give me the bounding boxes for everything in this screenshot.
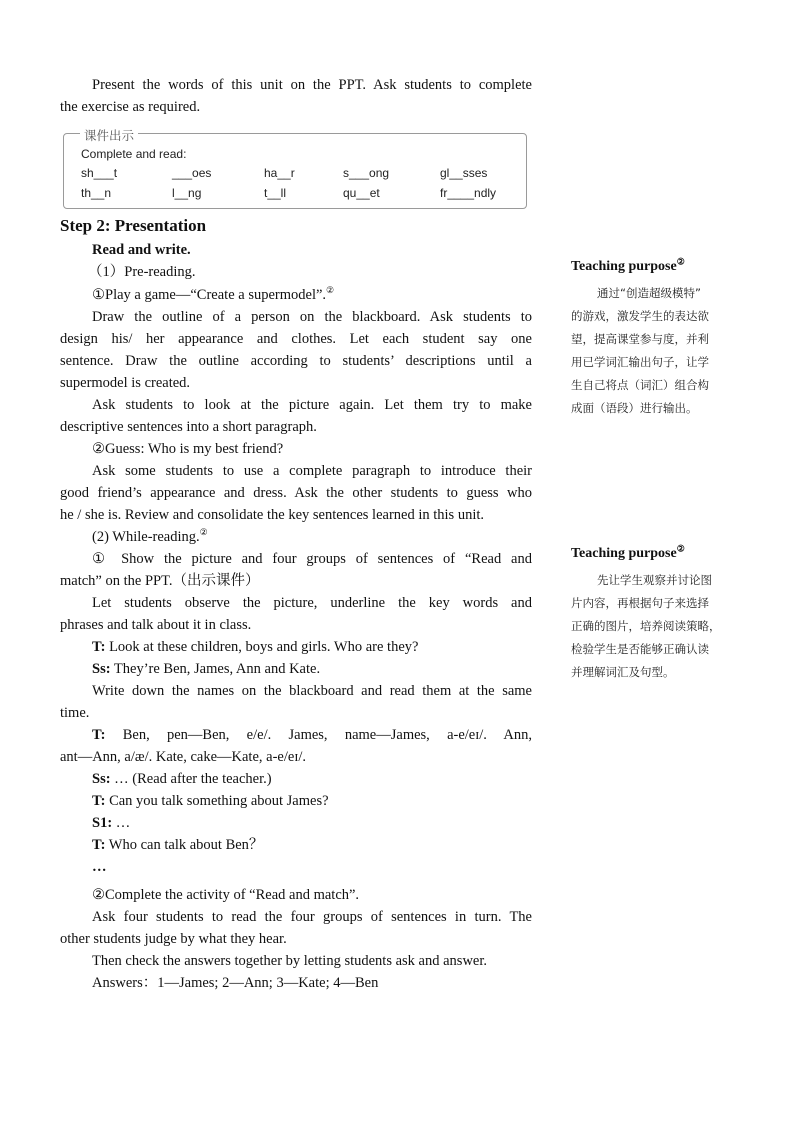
activity-title: ①Play a game—“Create a supermodel”.② — [92, 285, 335, 303]
body-line: Then check the answers together by letting students ask and answer. — [92, 953, 488, 969]
dialogue-line: T: Can you talk something about James? — [92, 793, 329, 809]
activity-title: ②Complete the activity of “Read and match”. — [92, 887, 360, 903]
intro-line: Present the words of this unit on the PPT. Ask students to complete — [92, 77, 532, 93]
exercise-word: l__ng — [172, 186, 202, 200]
exercise-word: sh___t — [81, 166, 118, 180]
dialogue-line: Ss: … (Read after the teacher.) — [92, 771, 272, 787]
body-line: time. — [60, 705, 90, 721]
body-line: Draw the outline of a person on the blackboard. Ask students to — [92, 309, 532, 325]
exercise-word: fr____ndly — [440, 186, 497, 200]
dialogue-line: S1: … — [92, 815, 131, 831]
body-line: Ask some students to use a complete paragraph to introduce their — [92, 463, 532, 479]
body-line: phrases and talk about it in class. — [60, 617, 252, 633]
body-line: supermodel is created. — [60, 375, 191, 391]
activity-title: ②Guess: Who is my best friend? — [92, 441, 284, 457]
exercise-word: s___ong — [343, 166, 390, 180]
exercise-word: qu__et — [343, 186, 380, 200]
dialogue-line: T: Look at these children, boys and girls. Who are they? — [92, 639, 419, 655]
dialogue-line: Ss: They’re Ben, James, Ann and Kate. — [92, 661, 321, 677]
body-line: sentence. Draw the outline according to students’ descriptions until a — [60, 353, 532, 369]
subheading: Read and write. — [92, 242, 191, 258]
teaching-purpose-note — [571, 544, 739, 684]
dialogue-line: ant—Ann, a/æ/. Kate, cake—Kate, a-e/eɪ/. — [60, 749, 306, 765]
exercise-word: th__n — [81, 186, 112, 200]
courseware-box — [63, 128, 527, 209]
body-line: good friend’s appearance and dress. Ask the other students to guess who — [60, 485, 532, 501]
body-line: Ask students to look at the picture again. Let them try to make — [92, 397, 532, 413]
note-title: Teaching purpose② — [571, 543, 685, 561]
intro-line: the exercise as required. — [60, 99, 201, 115]
body-line: other students judge by what they hear. — [60, 931, 287, 947]
body-line: descriptive sentences into a short paragraph. — [60, 419, 317, 435]
stage-label: (2) While-reading.② — [92, 527, 208, 545]
step-heading: Step 2: Presentation — [60, 216, 207, 235]
teaching-purpose-note — [571, 257, 739, 420]
body-line: match” on the PPT.（出示课件） — [60, 573, 260, 589]
body-line: Let students observe the picture, underline the key words and — [92, 595, 532, 611]
body-line: he / she is. Review and consolidate the key sentences learned in this unit. — [60, 507, 485, 523]
exercise-word: ___oes — [172, 166, 212, 180]
dialogue-line: T: Who can talk about Ben？ — [92, 837, 264, 853]
intro-paragraph — [60, 74, 532, 118]
exercise-word: t__ll — [264, 186, 287, 200]
body-line: Ask four students to read the four groups of sentences in turn. The — [92, 909, 532, 925]
dialogue-line: T: Ben, pen—Ben, e/e/. James, name—James, a-e/eɪ/. Ann, — [92, 727, 532, 743]
note-title: Teaching purpose② — [571, 256, 685, 274]
body-line: Write down the names on the blackboard and read them at the same — [92, 683, 532, 699]
exercise-word: ha__r — [264, 166, 295, 180]
courseware-tab-label: 课件出示 — [80, 126, 138, 144]
lesson-body — [60, 239, 532, 994]
exercise-word: gl__sses — [440, 166, 488, 180]
body-line: ① Show the picture and four groups of sentences of “Read and — [92, 551, 532, 567]
note-text: 先让学生观察并讨论图 片内容，再根据句子来选择 正确的图片，培养阅读策略， 检验学生是否能够正确认读 并理解词汇及句型。 — [571, 573, 721, 679]
stage-label: （1）Pre-reading. — [88, 264, 196, 280]
exercise-title: Complete and read: — [81, 147, 187, 161]
body-line: design his/ her appearance and clothes. Let each student say one — [60, 331, 532, 347]
note-text: 通过“创造超级模特” 的游戏，激发学生的表达欲 望，提高课堂参与度，并利 用已学词汇输出句子，让学 生自己将点（词汇）组合构 成面（语段）进行输出。 — [571, 286, 709, 415]
ellipsis: … — [92, 859, 107, 875]
answers-line: Answers：1—James; 2—Ann; 3—Kate; 4—Ben — [92, 975, 379, 991]
